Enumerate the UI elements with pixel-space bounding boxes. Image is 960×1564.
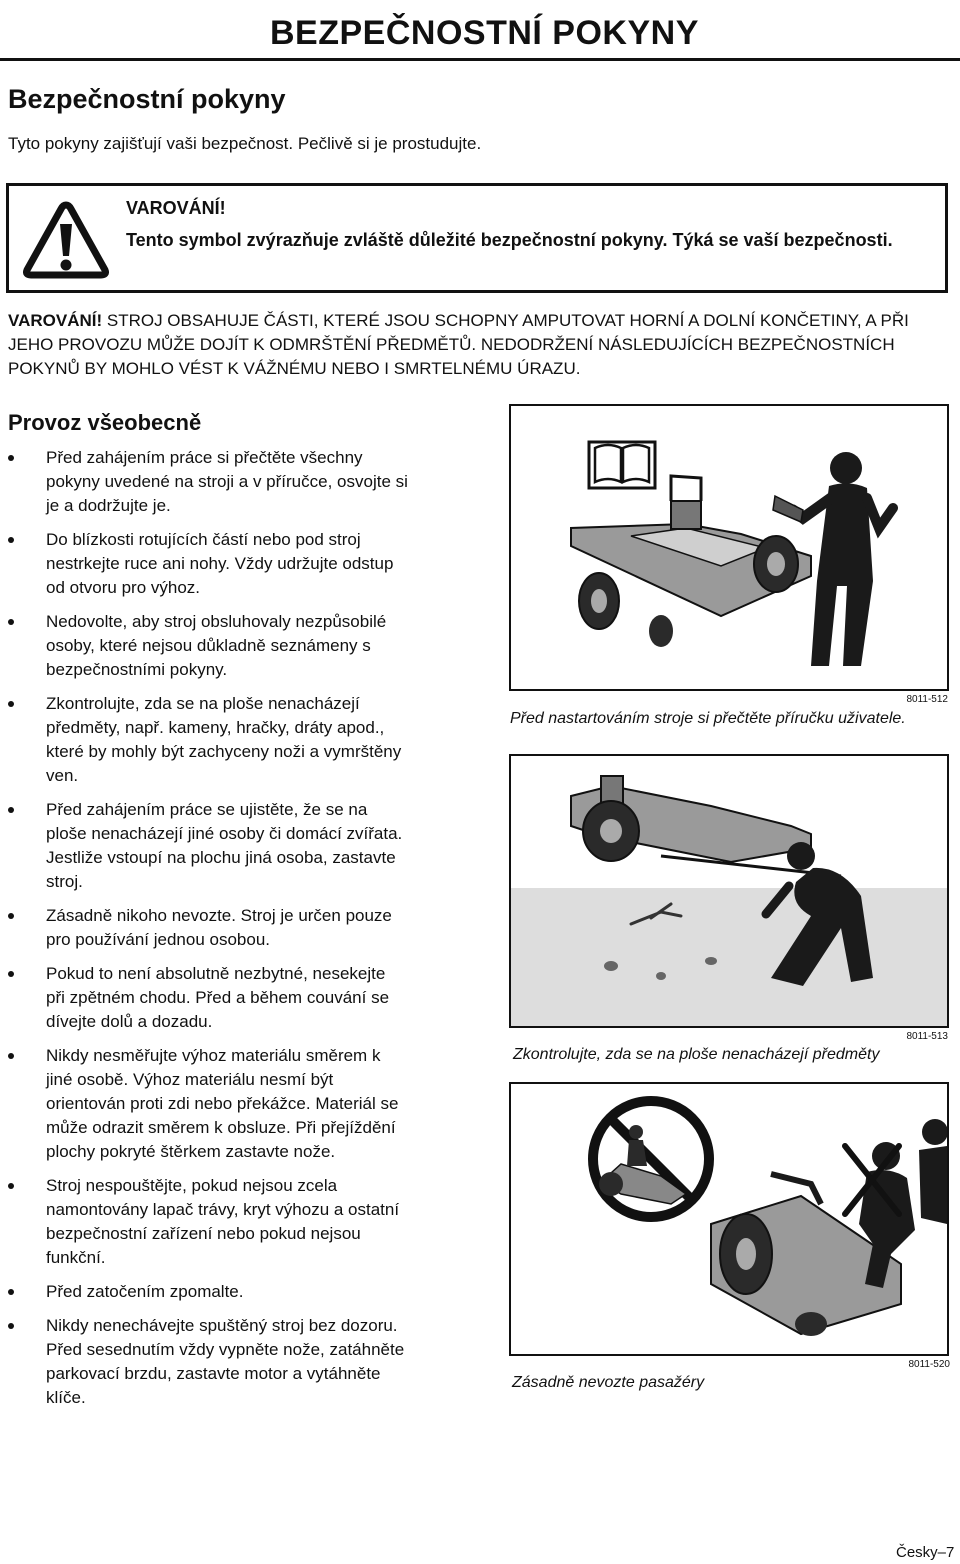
figure-read-manual-illustration (511, 406, 947, 689)
bullet-icon (8, 1323, 14, 1329)
warning-label: VAROVÁNÍ! (126, 198, 226, 218)
list-item: Do blízkosti rotujících částí nebo pod stroj nestrkejte ruce ani nohy. Vždy udržujte odstup od otvoru pro výhoz. (8, 528, 408, 600)
header-divider (0, 58, 960, 61)
bullet-icon (8, 455, 14, 461)
bullet-icon (8, 537, 14, 543)
warning-box (6, 183, 948, 293)
figure-caption: Zkontrolujte, zda se na ploše nenacházejí předměty (513, 1046, 880, 1063)
figure-check-area-illustration (511, 756, 947, 1026)
warning-text: Tento symbol zvýrazňuje zvláště důležité bezpečnostní pokyny. Týká se vaší bezpečnosti. (126, 230, 893, 250)
bullet-icon (8, 913, 14, 919)
bullet-icon (8, 701, 14, 707)
bullet-icon (8, 1289, 14, 1295)
subsection-title: Provoz všeobecně (8, 410, 202, 435)
list-item: Před zahájením práce se ujistěte, že se na ploše nenacházejí jiné osoby či domácí zvířata. Jestliže vstoupí na plochu jiná osoba, zastavte stroj. (8, 798, 408, 894)
figure-code: 8011-512 (906, 694, 948, 705)
book-icon (589, 442, 655, 488)
list-item: Před zatočením zpomalte. (8, 1280, 408, 1304)
list-item: Nikdy nesměřujte výhoz materiálu směrem k jiné osobě. Výhoz materiálu nesmí být orientován proti zdi nebo překážce. Materiál se může odrazit směrem k obsluze. Při přejíždění plochy pokryté štěrkem zastavte nože. (8, 1044, 408, 1164)
page-number: Česky–7 (896, 1544, 955, 1561)
warning-paragraph-label: VAROVÁNÍ! (8, 311, 103, 330)
figure-read-manual (509, 404, 949, 691)
intro-text: Tyto pokyny zajišťují vaši bezpečnost. Pečlivě si je prostudujte. (8, 134, 482, 153)
bullet-icon (8, 807, 14, 813)
list-item: Nedovolte, aby stroj obsluhovaly nezpůsobilé osoby, které nejsou důkladně seznámeny s bezpečnostními pokyny. (8, 610, 408, 682)
section-title: Bezpečnostní pokyny (8, 84, 286, 114)
list-item: Stroj nespouštějte, pokud nejsou zcela namontovány lapač trávy, kryt výhozu a ostatní bezpečnostní zařízení nebo pokud nejsou funkční. (8, 1174, 408, 1270)
list-item: Nikdy nenechávejte spuštěný stroj bez dozoru. Před sesednutím vždy vypněte nože, zatáhněte parkovací brzdu, zastavte motor a vytáhněte klíče. (8, 1314, 408, 1410)
figure-caption: Před nastartováním stroje si přečtěte příručku uživatele. (510, 710, 906, 727)
warning-triangle-icon (23, 200, 109, 280)
figure-check-area (509, 754, 949, 1028)
bullet-icon (8, 1053, 14, 1059)
page-header-title: BEZPEČNOSTNÍ POKYNY (270, 14, 699, 52)
figure-no-passengers-illustration (511, 1084, 947, 1354)
figure-code: 8011-513 (906, 1031, 948, 1042)
warning-paragraph (8, 309, 953, 381)
safety-bullet-list (8, 446, 408, 1420)
bullet-icon (8, 1183, 14, 1189)
figure-no-passengers (509, 1082, 949, 1356)
list-item: Zkontrolujte, zda se na ploše nenacházejí předměty, např. kameny, hračky, dráty apod., které by mohly být zachyceny noži a vymrštěny ven. (8, 692, 408, 788)
prohibition-icon (593, 1101, 709, 1217)
figure-code: 8011-520 (908, 1359, 950, 1370)
list-item: Před zahájením práce si přečtěte všechny pokyny uvedené na stroji a v příručce, osvojte si je a dodržujte je. (8, 446, 408, 518)
warning-paragraph-text: STROJ OBSAHUJE ČÁSTI, KTERÉ JSOU SCHOPNY AMPUTOVAT HORNÍ A DOLNÍ KONČETINY, A PŘI JEHO PROVOZU MŮŽE DOJÍT K ODMRŠTĚNÍ PŘEDMĚTŮ. NEDODRŽENÍ NÁSLEDUJÍCÍCH BEZPEČNOSTNÍCH POKYNŮ BY MOHLO VÉST K VÁŽNÉMU NEBO I SMRTELNÉMU ÚRAZU. (8, 311, 909, 379)
list-item: Pokud to není absolutně nezbytné, nesekejte při zpětném chodu. Před a během couvání se dívejte dolů a dozadu. (8, 962, 408, 1034)
list-item: Zásadně nikoho nevozte. Stroj je určen pouze pro používání jednou osobou. (8, 904, 408, 952)
bullet-icon (8, 971, 14, 977)
figure-caption: Zásadně nevozte pasažéry (512, 1374, 705, 1391)
bullet-icon (8, 619, 14, 625)
